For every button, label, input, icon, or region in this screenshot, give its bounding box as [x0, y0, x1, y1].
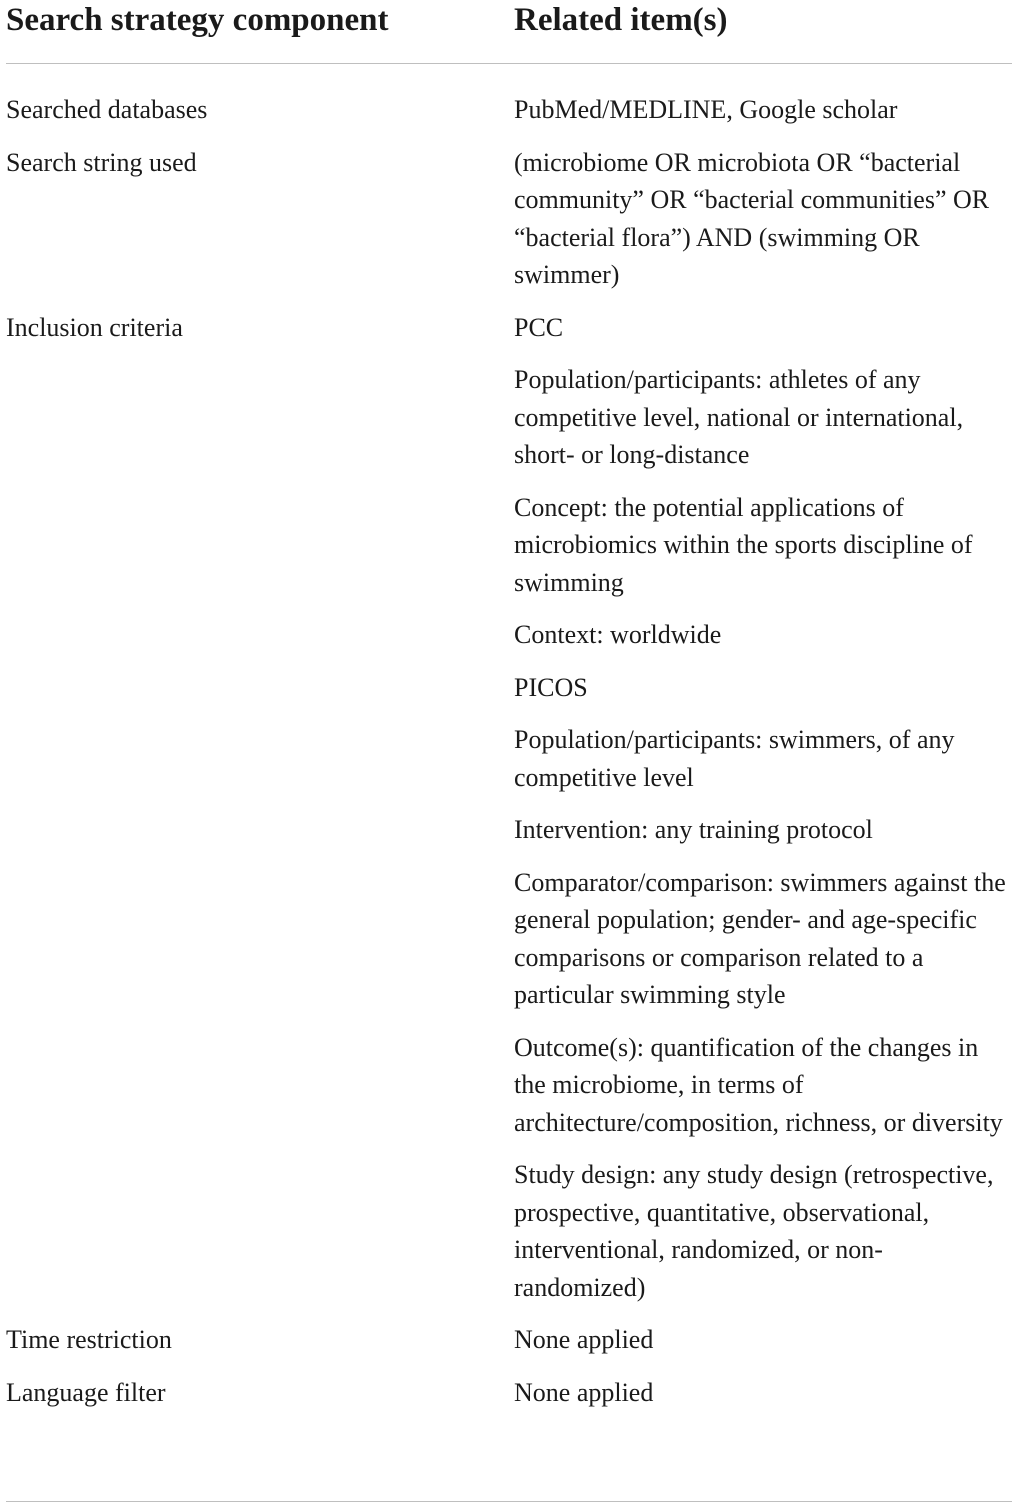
row-item-text: Population/participants: swimmers, of any competitive level: [514, 725, 955, 792]
row-items: [514, 1374, 1012, 1412]
row-item-text: PICOS: [514, 672, 588, 702]
row-item-text: Comparator/comparison: swimmers against the general population; gender- and age-specific comparisons or comparison related to a particular swimming style: [514, 867, 1006, 1009]
row-item-text: PubMed/MEDLINE, Google scholar: [514, 95, 898, 124]
header-component: Search strategy component: [6, 2, 389, 38]
row-label: Inclusion criteria: [6, 312, 183, 342]
table-row: [6, 91, 1012, 144]
row-item-text: (microbiome OR microbiota OR “bacterial community” OR “bacterial communities” OR “bacterial flora”) AND (swimming OR swimmer): [514, 147, 990, 289]
row-item-text: Concept: the potential applications of microbiomics within the sports discipline of swimming: [514, 492, 973, 597]
row-item-text: Context: worldwide: [514, 620, 722, 649]
row-item-text: Intervention: any training protocol: [514, 815, 873, 844]
table-row: [6, 309, 1012, 1322]
row-item-text: Outcome(s): quantification of the changes in the microbiome, in terms of architecture/composition, richness, or diversity: [514, 1032, 1003, 1137]
row-label: Search string used: [6, 147, 197, 177]
row-items: [514, 144, 1012, 309]
table-body: [6, 64, 1012, 1411]
row-items: [514, 1321, 1012, 1374]
row-item-text: None applied: [514, 1325, 654, 1354]
table-bottom-rule: [6, 1501, 1012, 1502]
table-row: [6, 144, 1012, 309]
row-label: Time restriction: [6, 1325, 172, 1354]
table-row: [6, 1374, 1012, 1412]
row-item-text: Population/participants: athletes of any competitive level, national or international, short- or long-distance: [514, 365, 964, 469]
row-label: Language filter: [6, 1377, 166, 1407]
row-item-text: Study design: any study design (retrospective, prospective, quantitative, observational, interventional, randomized, or non-randomized): [514, 1160, 994, 1302]
row-items: [514, 309, 1012, 1322]
row-items: [514, 91, 1012, 144]
row-label: Searched databases: [6, 95, 208, 124]
table-row: [6, 1321, 1012, 1374]
row-item-text: PCC: [514, 312, 564, 342]
row-item-text: None applied: [514, 1377, 654, 1407]
search-strategy-table: [6, 0, 1012, 1411]
table-header: [6, 0, 1012, 64]
header-related-items: Related item(s): [514, 2, 728, 38]
